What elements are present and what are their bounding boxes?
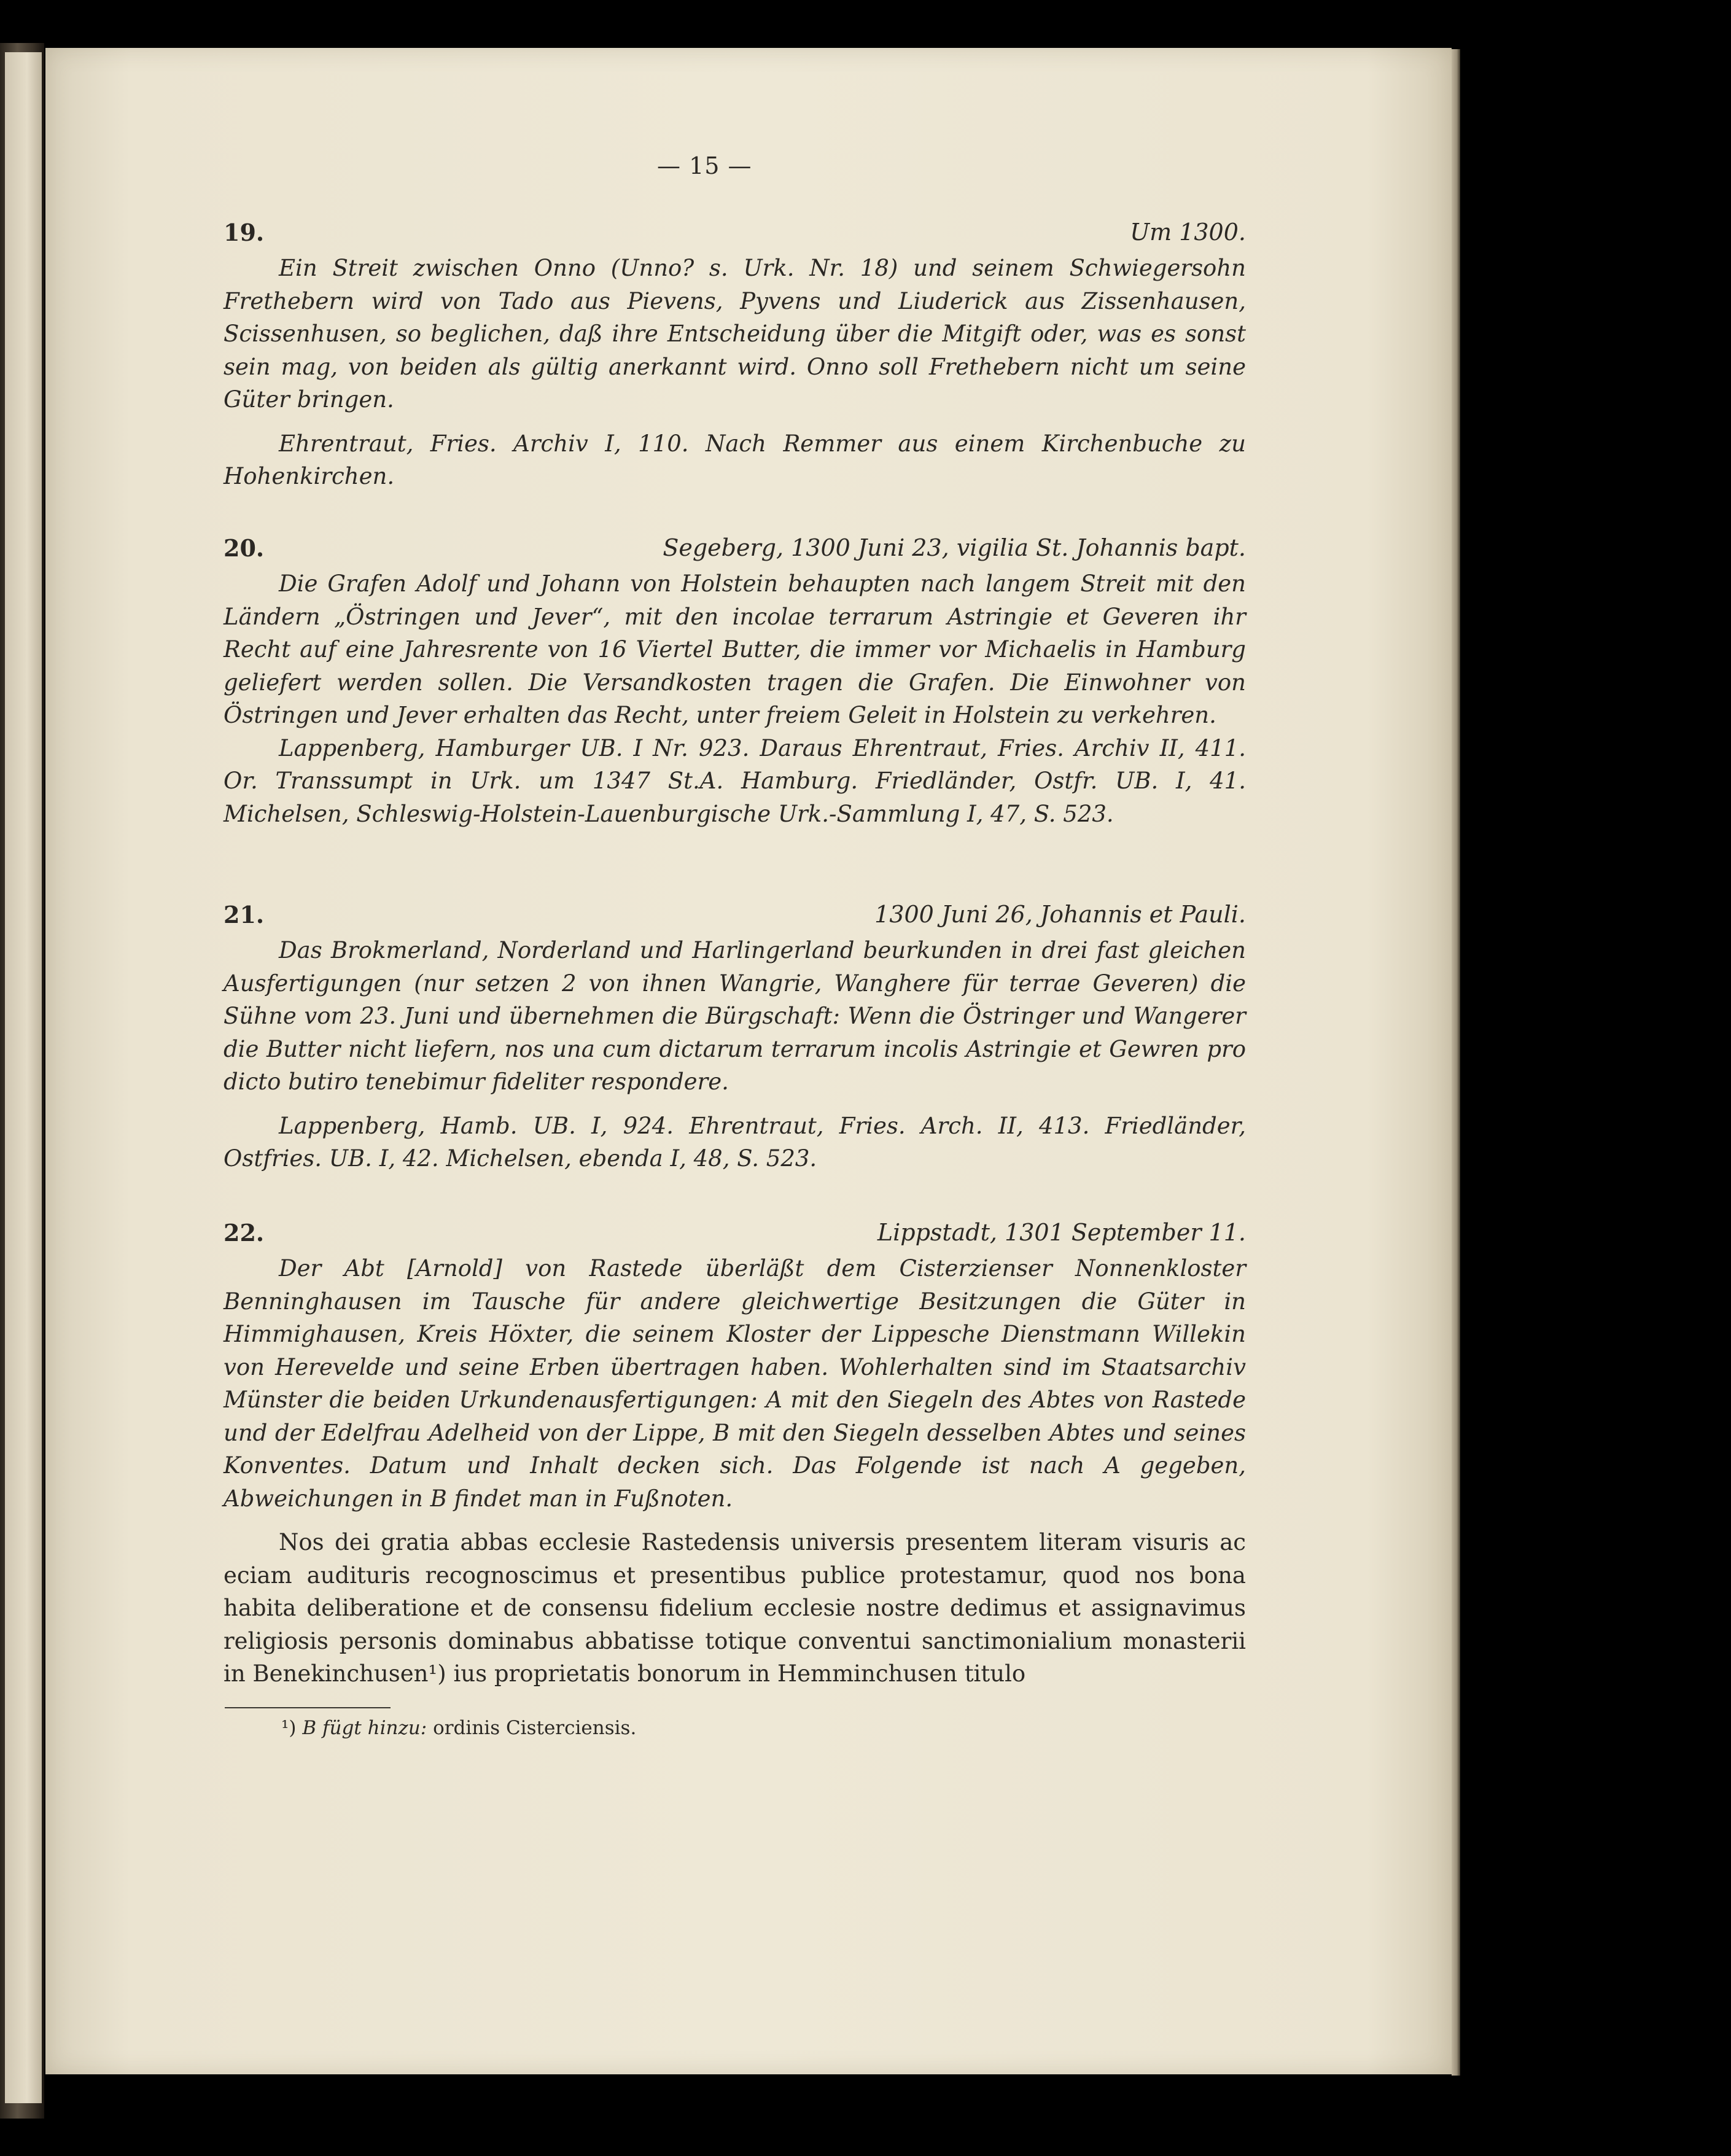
entry-header	[224, 1219, 1246, 1252]
entry-date: Lippstadt, 1301 September 11.	[877, 1219, 1246, 1246]
entry-summary: Ein Streit zwischen Onno (Unno? s. Urk. Nr. 18) und seinem Schwiegersohn Frethebern wird von Tado aus Pievens, Pyvens und Liuderick aus Zissenhausen, Scissenhusen, so beglichen, daß ihre Entscheidung über die Mitgift oder, was es sonst sein mag, von beiden als gültig anerkannt wird. Onno soll Frethebern nicht um seine Güter bringen.	[224, 255, 1246, 413]
entry-number: 21.	[224, 901, 265, 928]
entry-21	[224, 901, 1246, 1175]
page-edge	[1452, 49, 1460, 2076]
entry-source: Lappenberg, Hamb. UB. I, 924. Ehrentraut, Fries. Arch. II, 413. Friedländer, Ostfries. UB. I, 42. Michelsen, ebenda I, 48, S. 523.	[224, 1112, 1246, 1172]
footnote-mark: ¹)	[281, 1717, 297, 1739]
entry-20	[224, 534, 1246, 830]
entry-summary: Die Grafen Adolf und Johann von Holstein behaupten nach langem Streit mit den Ländern „Östringen und Jever“, mit den incolae terrarum Astringie et Geveren ihr Recht auf eine Jahresrente von 16 Viertel Butter, die immer vor Michaelis in Hamburg geliefert werden sollen. Die Versandkosten tragen die Grafen. Die Einwohner von Östringen und Jever erhalten das Recht, unter freiem Geleit in Holstein zu verkehren.	[224, 570, 1246, 728]
page-number: — 15 —	[657, 152, 752, 179]
footnote-rule	[225, 1707, 391, 1708]
entry-header	[224, 534, 1246, 567]
entry-date: 1300 Juni 26, Johannis et Pauli.	[874, 901, 1246, 928]
entry-date: Segeberg, 1300 Juni 23, vigilia St. Johannis bapt.	[663, 534, 1246, 561]
entry-number: 19.	[224, 219, 265, 246]
entry-number: 20.	[224, 534, 265, 562]
entry-source: Ehrentraut, Fries. Archiv I, 110. Nach Remmer aus einem Kirchenbuche zu Hohenkirchen.	[224, 430, 1246, 489]
footnote-text: ordinis Cisterciensis.	[433, 1717, 637, 1739]
charter-text: Nos dei gratia abbas ecclesie Rastedensis universis presentem literam visuris ac eciam audituris recognoscimus et presentibus publice protestamur, quod nos bona habita deliberatione et de consensu fidelium ecclesie nostre dedimus et assignavimus religiosis personis dominabus abbatisse totique conventui sanctimonialium monasterii in Benekinchusen¹) ius proprietatis bonorum in Hemminchusen titulo	[224, 1529, 1246, 1687]
entry-summary: Das Brokmerland, Norderland und Harlingerland beurkunden in drei fast gleichen Ausfertigungen (nur setzen 2 von ihnen Wangrie, Wanghere für terrae Geveren) die Sühne vom 23. Juni und übernehmen die Bürgschaft: Wenn die Östringer und Wangerer die Butter nicht liefern, nos una cum dictarum terrarum incolis Astringie et Gewren pro dicto butiro tenebimur fideliter respondere.	[224, 937, 1246, 1095]
footnote	[281, 1717, 636, 1739]
entry-number: 22.	[224, 1219, 265, 1247]
entry-header	[224, 901, 1246, 934]
entry-header	[224, 219, 1246, 252]
entry-19	[224, 219, 1246, 493]
entry-date: Um 1300.	[1130, 219, 1246, 246]
previous-page-edge	[5, 52, 42, 2103]
footnote-italic: B fügt hinzu:	[302, 1717, 427, 1739]
entry-22	[224, 1219, 1246, 1691]
entry-source: Lappenberg, Hamburger UB. I Nr. 923. Daraus Ehrentraut, Fries. Archiv II, 411. Or. Transsumpt in Urk. um 1347 St.A. Hamburg. Friedländer, Ostfr. UB. I, 41. Michelsen, Schleswig-Holstein-Lauenburgische Urk.-Sammlung I, 47, S. 523.	[224, 734, 1246, 827]
entry-summary: Der Abt [Arnold] von Rastede überläßt dem Cisterzienser Nonnenkloster Benninghausen im Tausche für andere gleichwertige Besitzungen die Güter in Himmighausen, Kreis Höxter, die seinem Kloster der Lippesche Dienstmann Willekin von Herevelde und seine Erben übertragen haben. Wohlerhalten sind im Staatsarchiv Münster die beiden Urkundenausfertigungen: A mit den Siegeln des Abtes von Rastede und der Edelfrau Adelheid von der Lippe, B mit den Siegeln desselben Abtes und seines Konventes. Datum und Inhalt decken sich. Das Folgende ist nach A gegeben, Abweichungen in B findet man in Fußnoten.	[224, 1255, 1246, 1512]
